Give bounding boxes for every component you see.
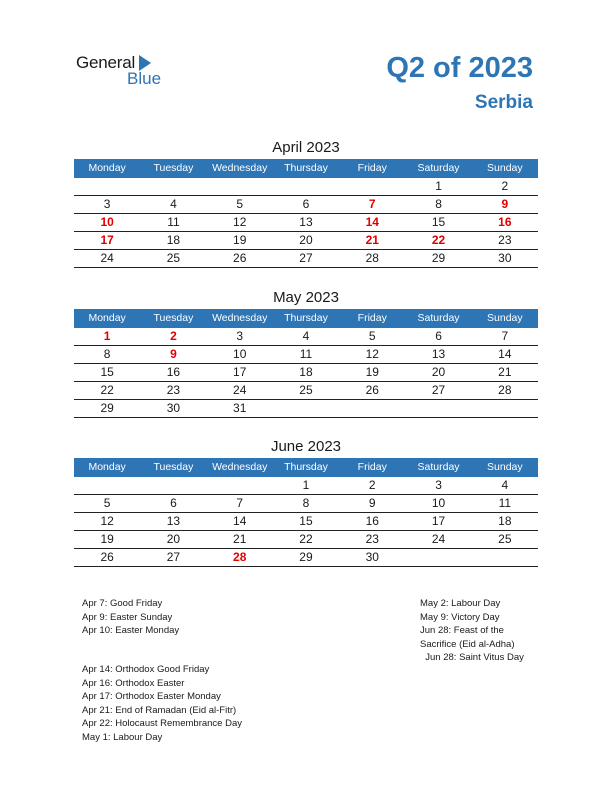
- weekday-label: Friday: [357, 162, 387, 174]
- holiday-item: Apr 14: Orthodox Good Friday: [82, 664, 210, 675]
- day-cell: [472, 400, 538, 417]
- brand-blue-text: Blue: [127, 69, 162, 88]
- day-cell: 28: [498, 383, 512, 397]
- holiday-item: May 1: Labour Day: [82, 731, 163, 743]
- day-cell: 16: [365, 514, 379, 528]
- day-cell: 9: [368, 496, 376, 510]
- day-cell: 7: [501, 329, 509, 343]
- day-cell: 30: [498, 251, 512, 265]
- day-cell: 12: [365, 347, 379, 361]
- month-title: May 2023: [273, 289, 339, 306]
- weekday-label: Wednesday: [212, 312, 268, 324]
- day-cell: 4: [302, 329, 310, 343]
- week-row: [74, 346, 538, 364]
- day-cell: 29: [100, 401, 114, 415]
- week-row: [74, 513, 538, 531]
- week-row: [74, 196, 538, 214]
- day-cell: 1: [302, 478, 310, 492]
- weekday-label: Wednesday: [212, 461, 268, 473]
- day-cell: 5: [236, 197, 244, 211]
- week-row: [74, 531, 538, 549]
- day-cell: 24: [431, 532, 446, 546]
- weekday-label: Monday: [88, 312, 126, 324]
- day-cell: [472, 549, 538, 566]
- day-cell: 26: [233, 251, 247, 265]
- holiday-day-cell: 9: [170, 347, 177, 361]
- weekday-label: Saturday: [417, 461, 460, 473]
- holiday-item: Apr 10: Easter Monday: [82, 625, 180, 637]
- day-cell: 3: [103, 197, 111, 211]
- weekday-label: Friday: [357, 461, 387, 473]
- day-cell: 11: [299, 347, 313, 361]
- day-cell: 6: [302, 197, 310, 211]
- week-row: [74, 382, 538, 400]
- weekday-label: Wednesday: [212, 162, 268, 174]
- day-cell: 18: [299, 365, 313, 379]
- weekday-label: Thursday: [284, 162, 328, 174]
- day-cell: 10: [431, 496, 446, 510]
- holiday-item: Apr 9: Easter Sunday: [82, 611, 173, 623]
- month-calendar: [74, 137, 538, 268]
- day-cell: 4: [170, 197, 177, 211]
- brand-general-text: General: [76, 53, 136, 72]
- holiday-item: May 2: Labour Day: [420, 598, 501, 609]
- holiday-day-cell: 1: [103, 329, 111, 343]
- holiday-item: Sacrifice (Eid al-Adha): [420, 638, 515, 650]
- holiday-day-cell: 14: [365, 215, 379, 229]
- day-cell: 12: [233, 215, 247, 229]
- holiday-list-left-2: [82, 663, 242, 745]
- day-cell: 25: [299, 383, 313, 397]
- day-cell: 3: [435, 478, 442, 492]
- week-row: [74, 232, 538, 250]
- week-row: [74, 477, 538, 495]
- day-cell: [140, 477, 206, 494]
- day-cell: 6: [170, 496, 177, 510]
- day-cell: [273, 400, 339, 417]
- holiday-list-right: [420, 597, 524, 665]
- day-cell: [405, 400, 471, 417]
- day-cell: 27: [166, 550, 181, 564]
- weekday-label: Friday: [357, 312, 387, 324]
- day-cell: 15: [299, 514, 313, 528]
- day-cell: 19: [233, 233, 247, 247]
- day-cell: 27: [431, 383, 446, 397]
- holiday-item: Jun 28: Feast of the: [420, 625, 504, 637]
- week-row: [74, 364, 538, 382]
- day-cell: [405, 549, 471, 566]
- day-cell: 2: [368, 478, 376, 492]
- day-cell: 13: [166, 514, 181, 528]
- day-cell: 15: [431, 215, 446, 229]
- holiday-day-cell: 17: [100, 233, 114, 247]
- weekday-label: Thursday: [284, 461, 328, 473]
- day-cell: 15: [100, 365, 114, 379]
- holiday-item: Apr 16: Orthodox Easter: [82, 677, 185, 689]
- day-cell: 22: [299, 532, 313, 546]
- holiday-item: Apr 21: End of Ramadan (Eid al-Fitr): [82, 704, 237, 716]
- day-cell: 10: [233, 347, 247, 361]
- day-cell: 6: [435, 329, 442, 343]
- day-cell: [74, 178, 140, 195]
- day-cell: 4: [501, 478, 509, 492]
- day-cell: 1: [435, 179, 442, 193]
- day-cell: 3: [236, 329, 244, 343]
- day-cell: 18: [166, 233, 181, 247]
- weekday-label: Tuesday: [153, 162, 194, 174]
- day-cell: 29: [431, 251, 446, 265]
- weekday-header: [74, 309, 538, 328]
- day-cell: 14: [233, 514, 247, 528]
- holiday-item: Apr 22: Holocaust Remembrance Day: [82, 718, 242, 730]
- day-cell: 24: [100, 251, 114, 265]
- holiday-day-cell: 22: [431, 233, 446, 247]
- day-cell: 8: [103, 347, 111, 361]
- holiday-day-cell: 28: [233, 550, 247, 564]
- weekday-label: Sunday: [487, 162, 523, 174]
- weekday-label: Saturday: [417, 312, 460, 324]
- month-title: April 2023: [272, 139, 340, 156]
- day-cell: 23: [365, 532, 379, 546]
- day-cell: 13: [299, 215, 313, 229]
- week-row: [74, 495, 538, 513]
- holiday-day-cell: 10: [100, 215, 114, 229]
- day-cell: 18: [498, 514, 512, 528]
- holiday-item: Jun 28: Saint Vitus Day: [420, 652, 524, 664]
- day-cell: 16: [166, 365, 181, 379]
- day-cell: 25: [166, 251, 181, 265]
- day-cell: 5: [368, 329, 376, 343]
- holiday-day-cell: 9: [501, 197, 509, 211]
- page-title: Q2 of 2023: [386, 52, 533, 84]
- day-cell: 23: [498, 233, 512, 247]
- day-cell: [140, 178, 206, 195]
- holiday-list-left-1: [82, 597, 179, 638]
- day-cell: 13: [431, 347, 446, 361]
- week-row: [74, 328, 538, 346]
- day-cell: 26: [365, 383, 379, 397]
- weekday-header: [74, 159, 538, 178]
- day-cell: 5: [103, 496, 111, 510]
- day-cell: 29: [299, 550, 313, 564]
- holiday-item: Apr 7: Good Friday: [82, 598, 163, 609]
- weekday-label: Sunday: [487, 461, 523, 473]
- month-calendar: [74, 287, 538, 418]
- week-row: [74, 400, 538, 418]
- day-cell: [339, 178, 405, 195]
- weekday-label: Saturday: [417, 162, 460, 174]
- day-cell: 19: [100, 532, 114, 546]
- weekday-label: Tuesday: [153, 461, 194, 473]
- day-cell: [339, 400, 405, 417]
- day-cell: [74, 477, 140, 494]
- holiday-day-cell: 2: [170, 329, 177, 343]
- day-cell: 14: [498, 347, 512, 361]
- day-cell: 20: [299, 233, 313, 247]
- day-cell: 2: [501, 179, 509, 193]
- day-cell: 21: [498, 365, 512, 379]
- month-calendar: [74, 436, 538, 567]
- day-cell: 7: [236, 496, 244, 510]
- day-cell: 31: [233, 401, 247, 415]
- day-cell: 27: [299, 251, 313, 265]
- day-cell: [207, 477, 273, 494]
- day-cell: 11: [498, 496, 512, 510]
- weekday-label: Sunday: [487, 312, 523, 324]
- day-cell: [273, 178, 339, 195]
- week-row: [74, 250, 538, 268]
- day-cell: 20: [431, 365, 446, 379]
- week-row: [74, 214, 538, 232]
- weekday-label: Monday: [88, 162, 126, 174]
- weekday-label: Tuesday: [153, 312, 194, 324]
- day-cell: 30: [166, 401, 181, 415]
- weekday-label: Monday: [88, 461, 126, 473]
- day-cell: 12: [100, 514, 114, 528]
- day-cell: [207, 178, 273, 195]
- day-cell: 23: [166, 383, 181, 397]
- day-cell: 19: [365, 365, 379, 379]
- day-cell: 30: [365, 550, 379, 564]
- day-cell: 11: [167, 215, 180, 229]
- holiday-item: May 9: Victory Day: [420, 611, 500, 623]
- weekday-header: [74, 458, 538, 477]
- holiday-day-cell: 16: [498, 215, 512, 229]
- day-cell: 22: [100, 383, 114, 397]
- week-row: [74, 549, 538, 567]
- holiday-day-cell: 7: [368, 197, 376, 211]
- day-cell: 17: [233, 365, 247, 379]
- day-cell: 28: [365, 251, 379, 265]
- day-cell: 26: [100, 550, 114, 564]
- month-title: June 2023: [270, 438, 342, 455]
- week-row: [74, 178, 538, 196]
- day-cell: 8: [302, 496, 310, 510]
- day-cell: 25: [498, 532, 512, 546]
- holiday-item: Apr 17: Orthodox Easter Monday: [82, 691, 221, 703]
- day-cell: 8: [435, 197, 442, 211]
- country-name: Serbia: [474, 92, 533, 113]
- day-cell: 20: [166, 532, 181, 546]
- day-cell: 24: [233, 383, 247, 397]
- day-cell: 21: [233, 532, 247, 546]
- day-cell: 17: [431, 514, 446, 528]
- weekday-label: Thursday: [284, 312, 328, 324]
- holiday-day-cell: 21: [365, 233, 379, 247]
